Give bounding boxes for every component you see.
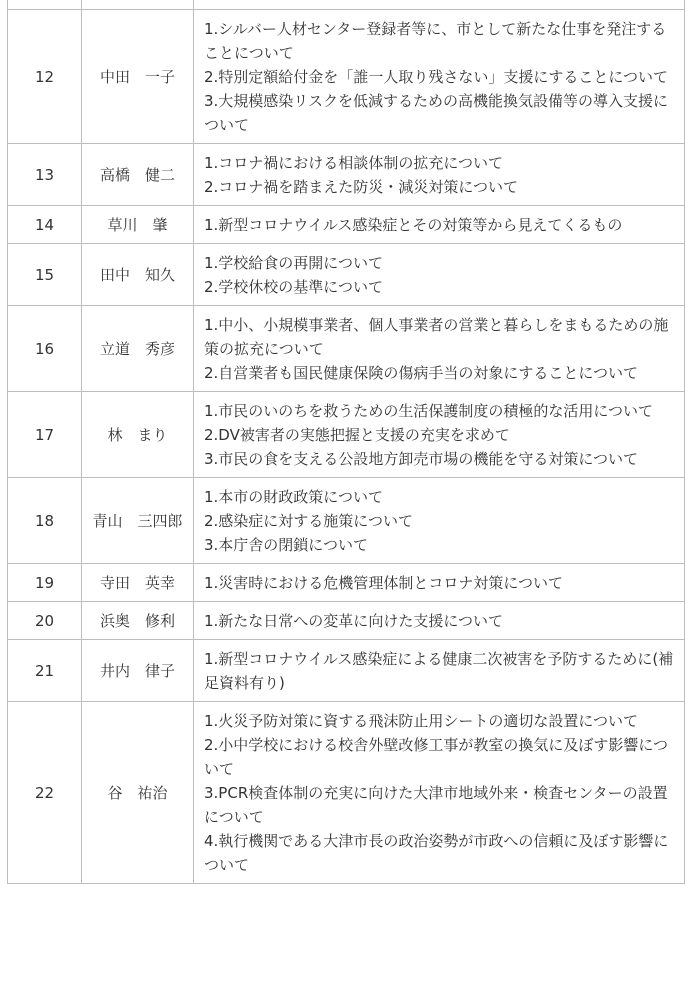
questions-table [7,0,685,884]
member-name: 田中 知久 [82,244,194,306]
topic-item: 1.市民のいのちを救うための生活保護制度の積極的な活用について [204,402,654,420]
table-row [8,206,685,244]
topics-cell [194,478,685,564]
member-name: 林 まり [82,392,194,478]
row-number: 18 [8,478,82,564]
member-name: 草川 肇 [82,206,194,244]
row-number: 13 [8,144,82,206]
topics-cell [194,640,685,702]
topics-cell [194,206,685,244]
row-number: 14 [8,206,82,244]
row-number: 12 [8,10,82,144]
row-number: 17 [8,392,82,478]
row-number: 16 [8,306,82,392]
topic-item: 1.学校給食の再開について [204,254,384,272]
topics-cell [194,144,685,206]
row-number: 22 [8,702,82,884]
topics-cell [194,306,685,392]
row-number: 21 [8,640,82,702]
topic-item: 2.自営業者も国民健康保険の傷病手当の対象にすることについて [204,364,639,382]
topics-cell [194,564,685,602]
topic-item: 1.新型コロナウイルス感染症とその対策等から見えてくるもの [204,216,623,234]
table-row [8,640,685,702]
table-row [8,702,685,884]
member-name: 立道 秀彦 [82,306,194,392]
topic-item: 1.新型コロナウイルス感染症による健康二次被害を予防するために(補足資料有り) [204,650,674,692]
topic-item: 1.新たな日常への変革に向けた支援について [204,612,504,630]
topic-item: 2.コロナ禍を踏まえた防災・減災対策について [204,178,519,196]
topics-cell [194,392,685,478]
row-number: 19 [8,564,82,602]
member-name: 青山 三四郎 [82,478,194,564]
topic-item: 1.火災予防対策に資する飛沫防止用シートの適切な設置について [204,712,639,730]
row-number: 15 [8,244,82,306]
table-row [8,0,685,10]
member-name [82,0,194,10]
topic-item: 4.執行機関である大津市長の政治姿勢が市政への信頼に及ぼす影響について [204,832,669,874]
member-name: 浜奥 修利 [82,602,194,640]
topic-item: 2.感染症に対する施策について [204,512,414,530]
member-name: 井内 律子 [82,640,194,702]
topics-cell [194,0,685,10]
member-name: 寺田 英幸 [82,564,194,602]
table-row [8,564,685,602]
topic-item: 1.災害時における危機管理体制とコロナ対策について [204,574,564,592]
topics-cell [194,244,685,306]
topic-item: 2.学校休校の基準について [204,278,384,296]
table-row [8,10,685,144]
table-row [8,244,685,306]
table-row [8,478,685,564]
topics-cell [194,702,685,884]
table-row [8,306,685,392]
topics-cell [194,602,685,640]
topic-item: 2.DV被害者の実態把握と支援の充実を求めて [204,426,510,444]
topic-item: 3.本庁舎の閉鎖について [204,536,369,554]
topic-item: 2.小中学校における校舎外壁改修工事が教室の換気に及ぼす影響について [204,736,669,778]
topic-item: 1.本市の財政政策について [204,488,384,506]
member-name: 谷 祐治 [82,702,194,884]
topic-item: 1.シルバー人材センター登録者等に、市として新たな仕事を発注することについて [204,20,667,62]
topics-cell [194,10,685,144]
member-name: 高橋 健二 [82,144,194,206]
topic-item: 3.PCR検査体制の充実に向けた大津市地域外来・検査センターの設置について [204,784,668,826]
row-number [8,0,82,10]
topic-item: 2.特別定額給付金を「誰一人取り残さない」支援にすることについて [204,68,669,86]
topic-item: 3.市民の食を支える公設地方卸売市場の機能を守る対策について [204,450,639,468]
table-row [8,144,685,206]
table-row [8,602,685,640]
table-row [8,392,685,478]
topic-item: 3.大規模感染リスクを低減するための高機能換気設備等の導入支援について [204,92,669,134]
topic-item: 1.中小、小規模事業者、個人事業者の営業と暮らしをまもるための施策の拡充について [204,316,669,358]
questions-table-body [8,0,685,884]
row-number: 20 [8,602,82,640]
member-name: 中田 一子 [82,10,194,144]
topic-item: 1.コロナ禍における相談体制の拡充について [204,154,504,172]
